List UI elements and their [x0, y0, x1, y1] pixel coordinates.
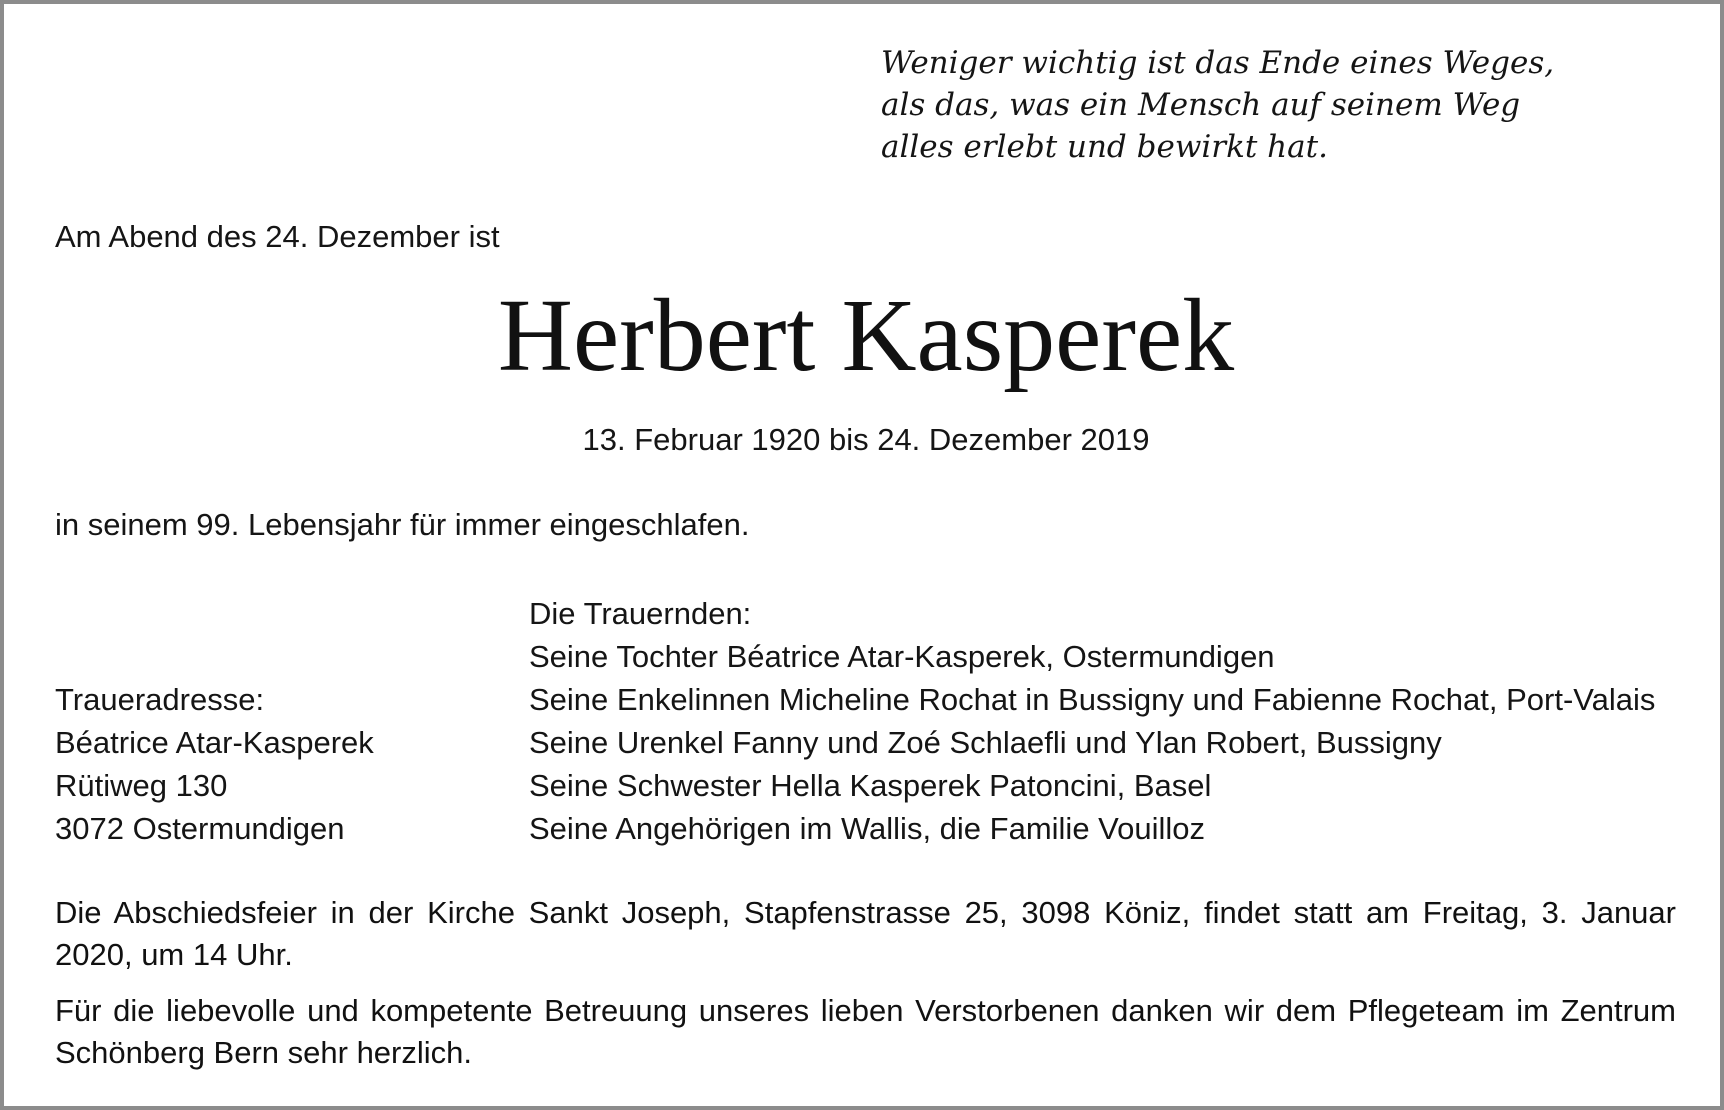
mourning-address — [55, 678, 374, 850]
mourners-list — [529, 592, 1655, 850]
motto-line: alles erlebt und bewirkt hat. — [881, 129, 1328, 165]
address-line: Béatrice Atar-Kasperek — [55, 725, 374, 760]
intro-text: Am Abend des 24. Dezember ist — [55, 219, 500, 254]
address-line: Rütiweg 130 — [55, 768, 228, 803]
address-label: Traueradresse: — [55, 682, 265, 717]
life-dates: 13. Februar 1920 bis 24. Dezember 2019 — [582, 422, 1150, 457]
mourner-entry: Seine Schwester Hella Kasperek Patoncini, Basel — [529, 768, 1212, 803]
address-line: 3072 Ostermundigen — [55, 811, 345, 846]
mourners-heading: Die Trauernden: — [529, 596, 752, 631]
thanks-paragraph: Für die liebevolle und kompetente Betreuung unseres lieben Verstorbenen danken wir dem Pflegeteam im Zentrum Schönberg Bern sehr herzlich. — [55, 993, 1676, 1070]
motto-line: Weniger wichtig ist das Ende eines Weges, — [881, 45, 1555, 81]
mourner-entry: Seine Tochter Béatrice Atar-Kasperek, Ostermundigen — [529, 639, 1275, 674]
mourner-entry: Seine Enkelinnen Micheline Rochat in Bussigny und Fabienne Rochat, Port-Valais — [529, 682, 1656, 717]
deceased-name: Herbert Kasperek — [497, 278, 1235, 393]
motto-line: als das, was ein Mensch auf seinem Weg — [881, 87, 1521, 123]
mourner-entry: Seine Angehörigen im Wallis, die Familie Vouilloz — [529, 811, 1206, 846]
ceremony-paragraph: Die Abschiedsfeier in der Kirche Sankt Joseph, Stapfenstrasse 25, 3098 Köniz, findet statt am Freitag, 3. Januar 2020, um 14 Uhr. — [55, 895, 1676, 972]
passing-text: in seinem 99. Lebensjahr für immer eingeschlafen. — [55, 507, 750, 542]
mourner-entry: Seine Urenkel Fanny und Zoé Schlaefli und Ylan Robert, Bussigny — [529, 725, 1442, 760]
motto-quote — [881, 42, 1554, 168]
